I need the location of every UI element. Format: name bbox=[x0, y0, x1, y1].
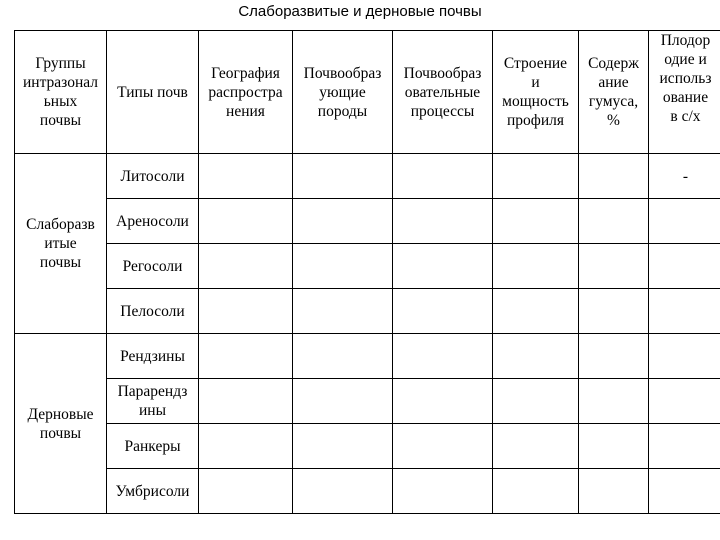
soil-type-cell: Парарендз ины bbox=[107, 379, 199, 424]
parent-rocks-cell bbox=[293, 199, 393, 244]
profile-cell bbox=[493, 469, 579, 514]
processes-cell bbox=[393, 154, 493, 199]
processes-cell bbox=[393, 379, 493, 424]
fertility-cell bbox=[649, 334, 720, 379]
parent-rocks-cell bbox=[293, 334, 393, 379]
geography-cell bbox=[199, 379, 293, 424]
table-row bbox=[15, 154, 720, 199]
humus-cell bbox=[579, 289, 649, 334]
soil-type-cell: Ареносоли bbox=[107, 199, 199, 244]
geography-cell bbox=[199, 424, 293, 469]
fertility-cell: - bbox=[649, 154, 720, 199]
soil-table bbox=[14, 30, 720, 514]
table-row bbox=[15, 199, 720, 244]
humus-cell bbox=[579, 199, 649, 244]
header-profile: Строение и мощность профиля bbox=[493, 31, 579, 154]
group-cell-weakly-developed: Слаборазв итые почвы bbox=[15, 154, 107, 334]
header-fertility: Плодор одие и использ ование в с/х bbox=[649, 31, 720, 154]
soil-type-cell: Пелосоли bbox=[107, 289, 199, 334]
page-title: Слаборазвитые и дерновые почвы bbox=[238, 3, 482, 20]
geography-cell bbox=[199, 244, 293, 289]
profile-cell bbox=[493, 334, 579, 379]
soil-type-cell: Ранкеры bbox=[107, 424, 199, 469]
processes-cell bbox=[393, 469, 493, 514]
table-row bbox=[15, 244, 720, 289]
parent-rocks-cell bbox=[293, 424, 393, 469]
table-row bbox=[15, 289, 720, 334]
header-humus: Содерж ание гумуса, % bbox=[579, 31, 649, 154]
parent-rocks-cell bbox=[293, 469, 393, 514]
processes-cell bbox=[393, 199, 493, 244]
parent-rocks-cell bbox=[293, 244, 393, 289]
fertility-cell bbox=[649, 199, 720, 244]
soil-type-cell: Рендзины bbox=[107, 334, 199, 379]
header-parent-rocks: Почвообраз ующие породы bbox=[293, 31, 393, 154]
geography-cell bbox=[199, 334, 293, 379]
geography-cell bbox=[199, 199, 293, 244]
fertility-cell bbox=[649, 424, 720, 469]
profile-cell bbox=[493, 154, 579, 199]
fertility-cell bbox=[649, 469, 720, 514]
fertility-cell bbox=[649, 379, 720, 424]
humus-cell bbox=[579, 469, 649, 514]
geography-cell bbox=[199, 289, 293, 334]
profile-cell bbox=[493, 289, 579, 334]
soil-type-cell: Литосоли bbox=[107, 154, 199, 199]
soil-type-cell: Умбрисоли bbox=[107, 469, 199, 514]
humus-cell bbox=[579, 334, 649, 379]
header-type: Типы почв bbox=[107, 31, 199, 154]
profile-cell bbox=[493, 379, 579, 424]
table-row bbox=[15, 469, 720, 514]
fertility-cell bbox=[649, 244, 720, 289]
processes-cell bbox=[393, 289, 493, 334]
header-group: Группы интразонал ьных почвы bbox=[15, 31, 107, 154]
table-row bbox=[15, 334, 720, 379]
processes-cell bbox=[393, 244, 493, 289]
humus-cell bbox=[579, 424, 649, 469]
processes-cell bbox=[393, 424, 493, 469]
geography-cell bbox=[199, 154, 293, 199]
header-processes: Почвообраз овательные процессы bbox=[393, 31, 493, 154]
parent-rocks-cell bbox=[293, 154, 393, 199]
header-row bbox=[15, 31, 720, 154]
humus-cell bbox=[579, 244, 649, 289]
profile-cell bbox=[493, 199, 579, 244]
fertility-cell bbox=[649, 289, 720, 334]
header-geography: География распростра нения bbox=[199, 31, 293, 154]
geography-cell bbox=[199, 469, 293, 514]
humus-cell bbox=[579, 379, 649, 424]
processes-cell bbox=[393, 334, 493, 379]
group-cell-sod: Дерновые почвы bbox=[15, 334, 107, 514]
humus-cell bbox=[579, 154, 649, 199]
table-row bbox=[15, 424, 720, 469]
profile-cell bbox=[493, 244, 579, 289]
table-row bbox=[15, 379, 720, 424]
parent-rocks-cell bbox=[293, 379, 393, 424]
profile-cell bbox=[493, 424, 579, 469]
parent-rocks-cell bbox=[293, 289, 393, 334]
soil-type-cell: Регосоли bbox=[107, 244, 199, 289]
